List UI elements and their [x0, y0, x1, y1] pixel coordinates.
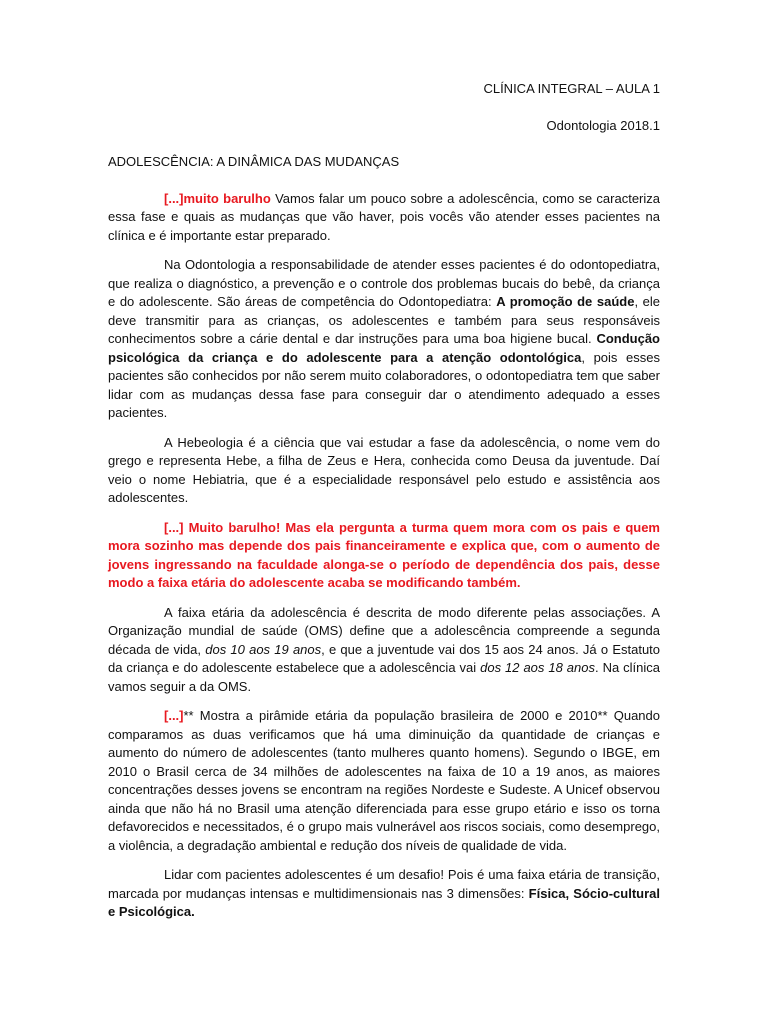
noise-marker: [...] — [164, 708, 184, 723]
bold-term: A promoção de saúde — [496, 294, 635, 309]
paragraph-text: Lidar com pacientes adolescentes é um desafio! Pois é uma faixa etária de transição, marcada por mudanças intensas e multidimensionais nas 3 dimensões: — [108, 867, 660, 901]
paragraph-text: Vamos falar um pouco sobre a adolescência, como se caracteriza essa fase e quais as mudanças que vão haver, pois vocês vão atender esses pacientes na clínica e é importante estar preparado. — [108, 190, 661, 243]
paragraph-text: Na Odontologia a responsabilidade de atender esses pacientes é do odontopediatra, que realiza o diagnóstico, a prevenção e o controle dos problemas bucais do bebê, da criança e do adolescente. São áreas de competência do Odontopediatra: — [108, 257, 660, 309]
course-header — [108, 80, 660, 135]
paragraph-odontopediatra — [108, 256, 660, 423]
italic-range: dos 12 aos 18 anos — [480, 660, 595, 675]
bold-term: Física, Sócio-cultural e Psicológica. — [108, 885, 660, 919]
paragraph-text: ** Mostra a pirâmide etária da população brasileira de 2000 e 2010** Quando comparamos as duas verificamos que há uma diminuição da quantidade de crianças e aumento do número de adolescentes (tanto mulheres quanto homens). Segundo o IBGE, em 2010 o Brasil cerca de 34 milhões de adolescentes na faixa de 10 a 19 anos, as maiores concentrações desses jovens se encontram na regiões Nordeste e Sudeste. A Unicef observou ainda que não há no Brasil uma atenção diferenciada para esse grupo etário e isso os torna defavorecidos e necessitados, é o grupo mais vulnerável aos riscos sociais, como desemprego, a violência, a degradação ambiental e redução dos níveis de qualidade de vida. — [108, 708, 660, 853]
paragraph-text: A faixa etária da adolescência é descrita de modo diferente pelas associações. A Organização mundial de saúde (OMS) define que a adolescência compreende a segunda década de vida, — [108, 604, 660, 657]
paragraph-text: , ele deve transmitir para as crianças, os adolescentes e também para seus responsáveis conhecimentos sobre a cárie dental e dar instruções para uma boa higiene bucal. — [108, 294, 660, 346]
paragraph-piramide — [108, 707, 660, 855]
paragraph-text: , pois esses pacientes são conhecidos por não serem muito colaboradores, o odontopediatra tem que saber lidar com as mudanças dessa fase para conseguir dar o atendimento adequado a esses pacientes. — [108, 349, 660, 420]
paragraph-intro — [108, 190, 660, 246]
program-term: Odontologia 2018.1 — [546, 117, 660, 133]
paragraph-text: , e que a juventude vai dos 15 aos 24 anos. Já o Estatuto da criança e do adolescente estabelece que a adolescência vai — [108, 641, 661, 675]
noise-marker: [...]muito barulho — [164, 190, 271, 206]
document-title: ADOLESCÊNCIA: A DINÂMICA DAS MUDANÇAS — [108, 154, 400, 169]
bold-term: Condução psicológica da criança e do adolescente para a atenção odontológica — [108, 331, 660, 365]
paragraph-hebeologia: A Hebeologia é a ciência que vai estudar a fase da adolescência, o nome vem do grego e representa Hebe, a filha de Zeus e Hera, conhecida como Deusa da juventude. Daí veio o nome Hebiatria, que é a especialidade responsável pelo estudo e assistência aos adolescentes. — [108, 434, 660, 505]
document-page — [108, 80, 660, 933]
italic-range: dos 10 aos 19 anos — [205, 641, 322, 657]
course-title: CLÍNICA INTEGRAL – AULA 1 — [483, 81, 660, 96]
paragraph-faixa-etaria — [108, 604, 660, 697]
paragraph-noise-note: [...] Muito barulho! Mas ela pergunta a turma quem mora com os pais e quem mora sozinho mas depende dos pais financeiramente e explica que, com o aumento de jovens ingressando na faculdade alonga-se o período de dependência dos pais, desse modo a faixa etária do adolescente acaba se modificando também. — [108, 519, 660, 590]
paragraph-text: . Na clínica vamos seguir a da OMS. — [108, 660, 661, 694]
paragraph-desafio — [108, 866, 660, 922]
